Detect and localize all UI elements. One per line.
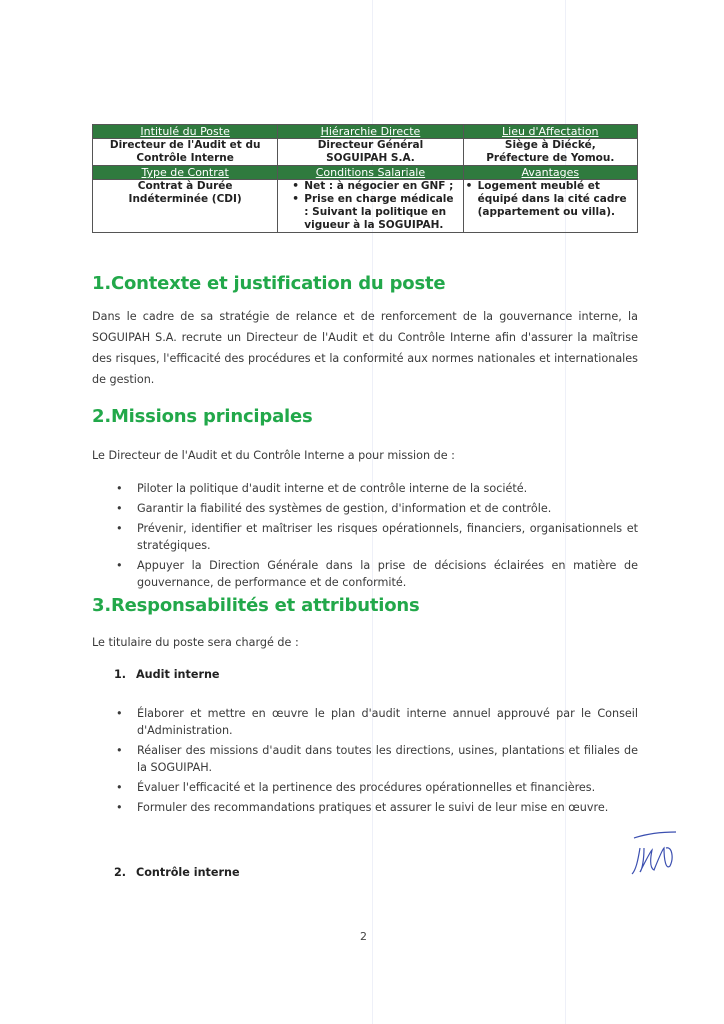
list-item-text: Formuler des recommandations pratiques et assurer le suivi de leur mise en œuvre. <box>137 801 609 814</box>
list-item-text: Élaborer et mettre en œuvre le plan d'audit interne annuel approuvé par le Conseil d'Administration. <box>137 707 638 737</box>
audit-list <box>92 705 638 819</box>
table-header-row <box>93 125 638 139</box>
salary-item: • Net : à négocier en GNF ; <box>304 180 458 193</box>
table-row <box>93 139 638 166</box>
list-item-text: Réaliser des missions d'audit dans toutes les directions, usines, plantations et filiales de la SOGUIPAH. <box>137 744 638 774</box>
section-paragraph: Dans le cadre de sa stratégie de relance et de renforcement de la gouvernance interne, la SOGUIPAH S.A. recrute un Directeur de l'Audit et du Contrôle Interne afin d'assurer la maîtrise des risques, l'efficacité des procédures et la conformité aux normes nationales et internationales de gestion. <box>92 310 638 386</box>
hierarchy-line: Directeur Général <box>317 139 424 151</box>
list-item <box>92 520 638 554</box>
subsection-title: Contrôle interne <box>136 866 240 879</box>
list-item-text: Prévenir, identifier et maîtriser les risques opérationnels, financiers, organisationnels et stratégiques. <box>137 522 638 552</box>
subsection-number: 2. <box>114 866 127 879</box>
location-line: Préfecture de Yomou. <box>486 152 615 164</box>
salary-list <box>288 180 458 232</box>
contract-line: Indéterminée (CDI) <box>128 193 242 205</box>
list-item-text: Garantir la fiabilité des systèmes de gestion, d'information et de contrôle. <box>137 502 552 515</box>
subsection-title: Audit interne <box>136 668 220 681</box>
job-info-table <box>92 124 638 233</box>
bullet-icon: • <box>116 801 123 814</box>
contract-cell <box>93 180 278 233</box>
list-item <box>92 742 638 776</box>
job-title-line: Contrôle Interne <box>136 152 234 164</box>
list-item <box>92 705 638 739</box>
bullet-icon: • <box>116 502 123 515</box>
table-row <box>93 180 638 233</box>
header-benefits: Avantages <box>463 166 637 180</box>
subsection-number: 1. <box>114 668 127 681</box>
list-item-text: Évaluer l'efficacité et la pertinence des procédures opérationnelles et financières. <box>137 781 596 794</box>
benefits-list <box>468 180 633 219</box>
section-intro: Le Directeur de l'Audit et du Contrôle Interne a pour mission de : <box>92 449 455 462</box>
subsection-heading <box>114 866 240 879</box>
list-item <box>92 500 638 517</box>
section-title: 2.Missions principales <box>92 406 313 427</box>
page-number: 2 <box>360 930 367 943</box>
header-location: Lieu d'Affectation <box>463 125 637 139</box>
hierarchy-cell <box>278 139 463 166</box>
list-item <box>92 557 638 591</box>
missions-list <box>92 480 638 594</box>
section-intro: Le titulaire du poste sera chargé de : <box>92 636 299 649</box>
table-header-row <box>93 166 638 180</box>
subsection-heading <box>114 668 220 681</box>
header-job-title: Intitulé du Poste <box>93 125 278 139</box>
bullet-icon: • <box>116 707 123 720</box>
location-line: Siège à Diécké, <box>504 139 596 151</box>
salary-cell <box>278 180 463 233</box>
bullet-icon: • <box>116 744 123 757</box>
bullet-icon: • <box>116 482 123 495</box>
job-title-line: Directeur de l'Audit et du <box>109 139 261 151</box>
header-hierarchy: Hiérarchie Directe <box>278 125 463 139</box>
bullet-icon: • <box>116 522 123 535</box>
header-salary-conditions: Conditions Salariale <box>278 166 463 180</box>
hierarchy-line: SOGUIPAH S.A. <box>326 152 415 164</box>
bullet-icon: • <box>116 559 123 572</box>
job-title-cell <box>93 139 278 166</box>
list-item <box>92 779 638 796</box>
list-item <box>92 480 638 497</box>
list-item <box>92 799 638 816</box>
benefits-cell <box>463 180 637 233</box>
section-title: 3.Responsabilités et attributions <box>92 595 420 616</box>
header-contract-type: Type de Contrat <box>93 166 278 180</box>
location-cell <box>463 139 637 166</box>
salary-item: • Prise en charge médicale : Suivant la politique en vigueur à la SOGUIPAH. <box>304 193 458 232</box>
list-item-text: Piloter la politique d'audit interne et de contrôle interne de la société. <box>137 482 528 495</box>
list-item-text: Appuyer la Direction Générale dans la prise de décisions éclairées en matière de gouvernance, de performance et de conformité. <box>137 559 638 589</box>
section-title: 1.Contexte et justification du poste <box>92 273 446 294</box>
handwritten-initials-icon <box>626 830 682 880</box>
bullet-icon: • <box>116 781 123 794</box>
benefits-item: • Logement meublé et équipé dans la cité cadre (appartement ou villa). <box>478 180 633 219</box>
contract-line: Contrat à Durée <box>137 180 233 192</box>
